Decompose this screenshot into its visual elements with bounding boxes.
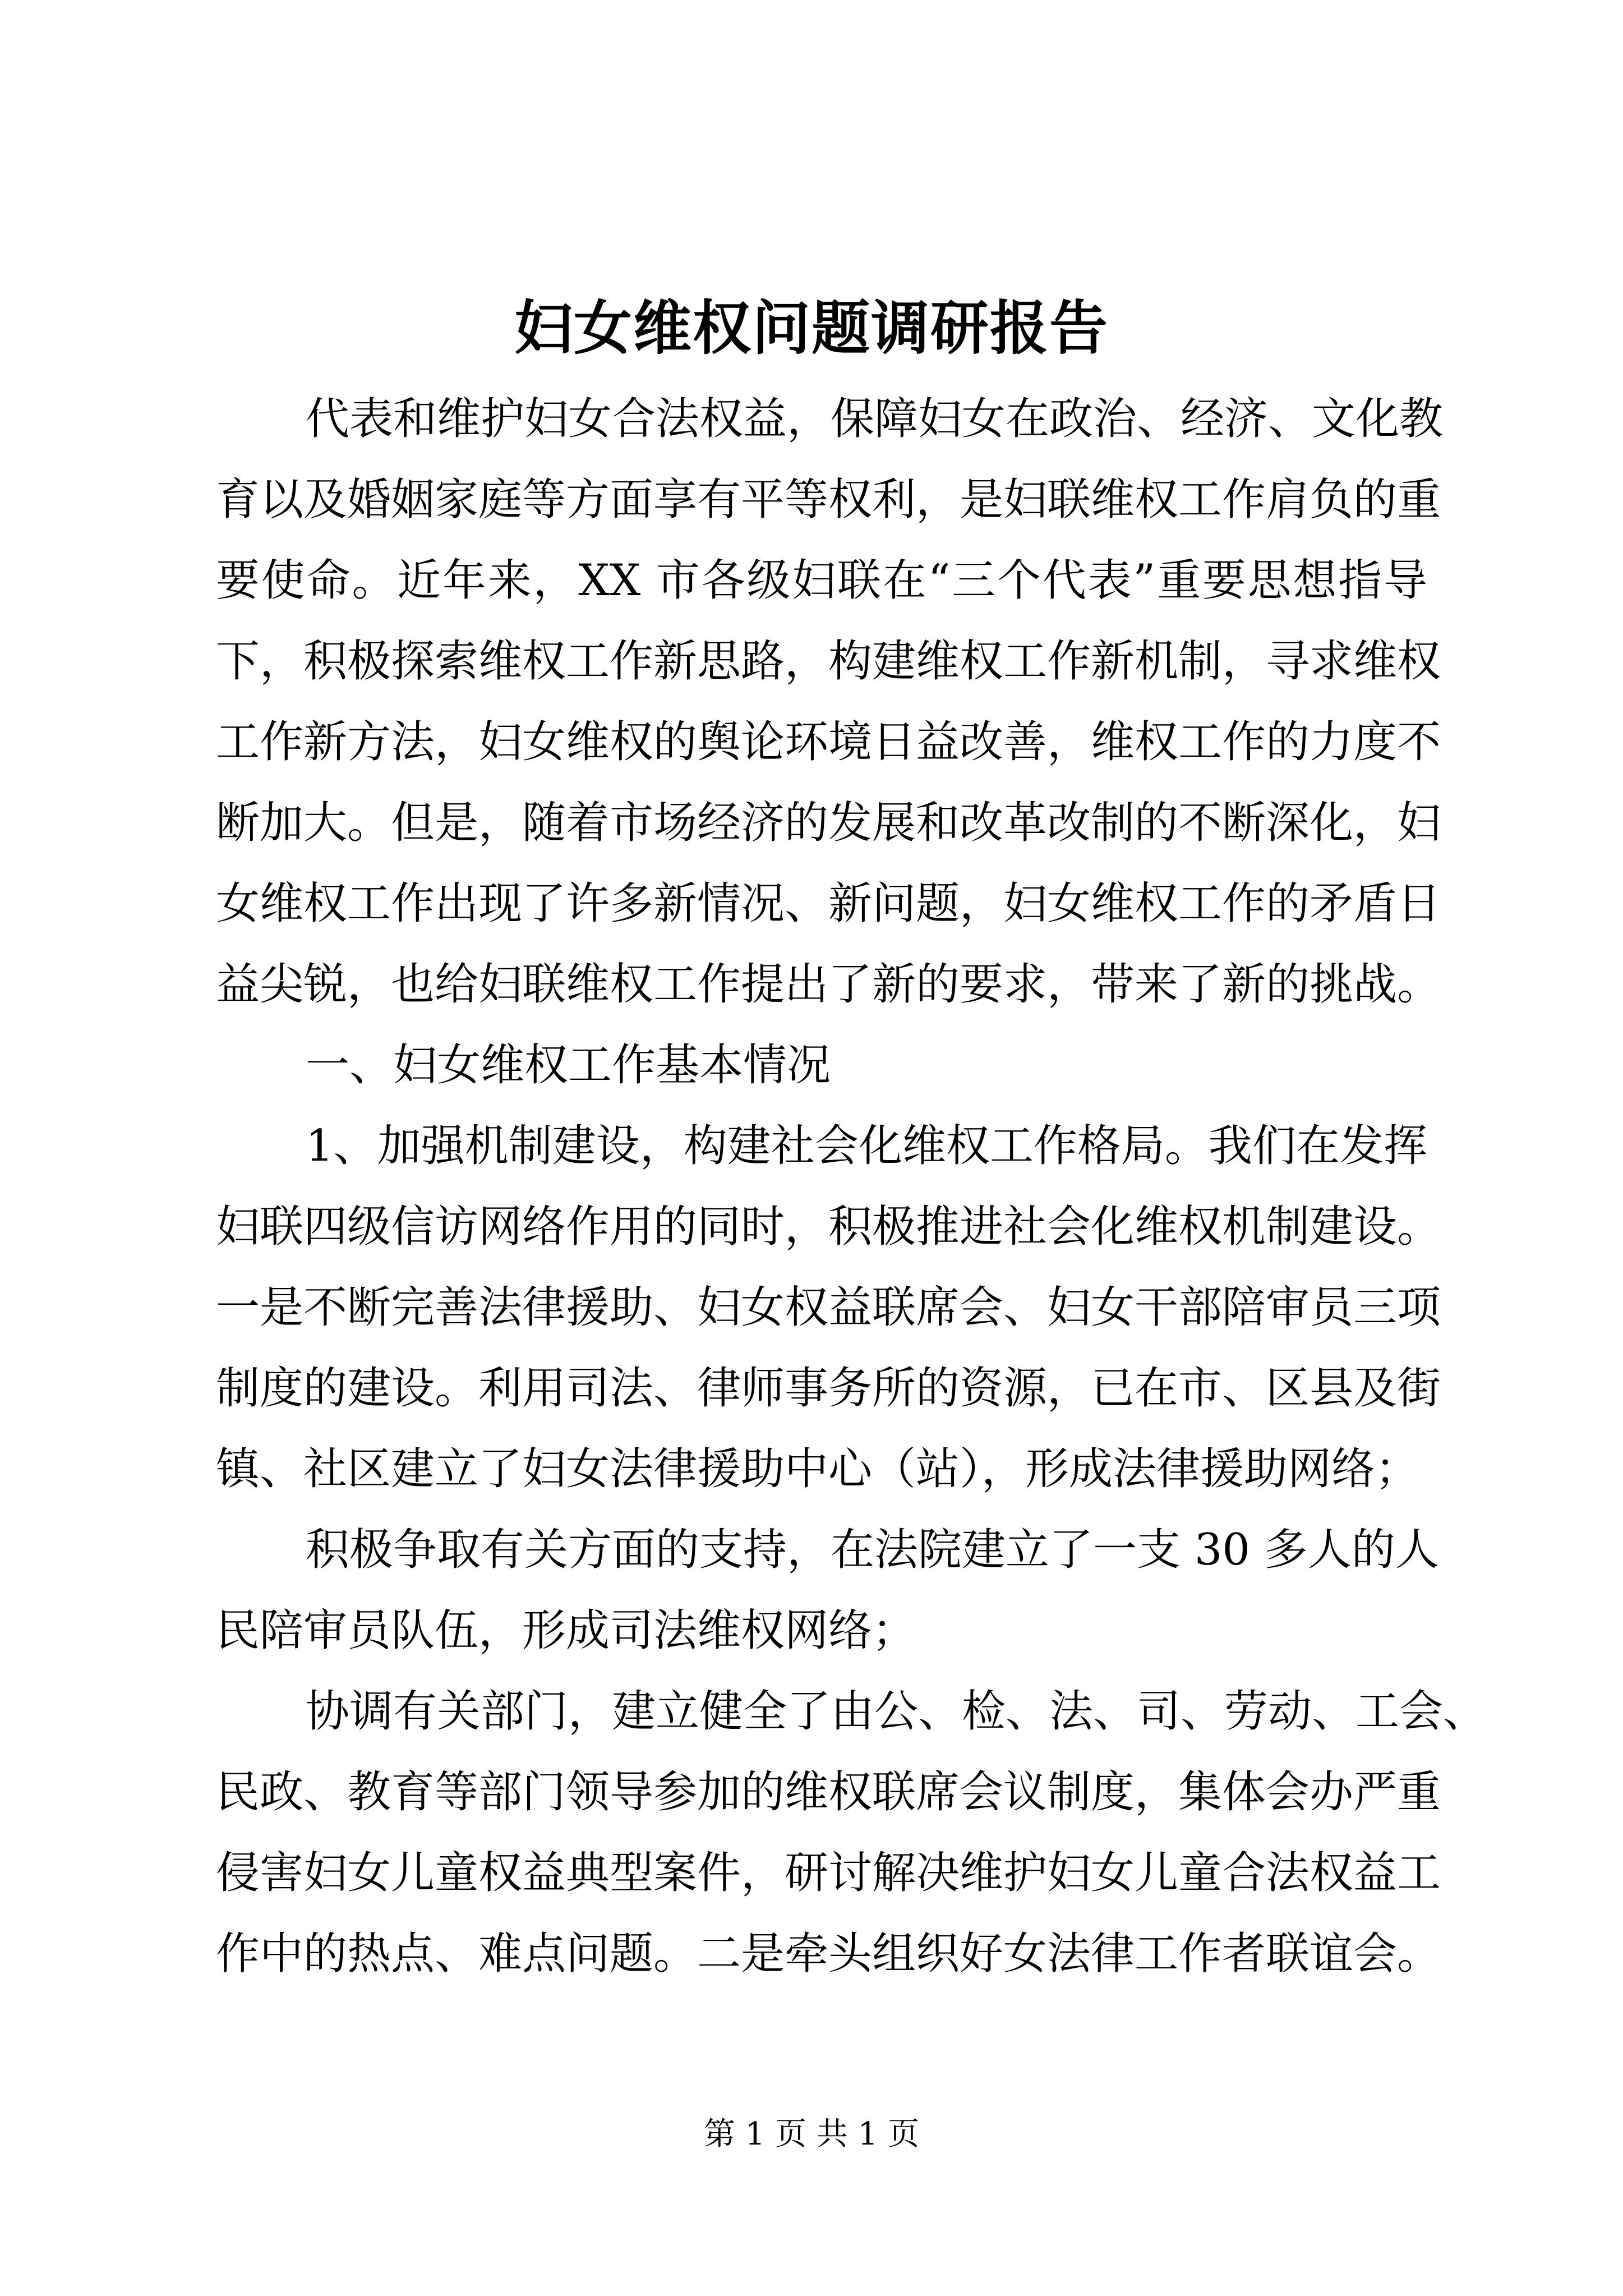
paragraph-line: 民陪审员队伍，形成司法维权网络； bbox=[216, 1605, 916, 1656]
paragraph-line: 女维权工作出现了许多新情况、新问题，妇女维权工作的矛盾日 bbox=[216, 878, 1441, 929]
paragraph-line: 要使命。近年来，XX 市各级妇联在“三个代表”重要思想指导 bbox=[216, 555, 1427, 606]
paragraph-line: 断加大。但是，随着市场经济的发展和改革改制的不断深化，妇 bbox=[216, 798, 1441, 848]
paragraph-line: 制度的建设。利用司法、律师事务所的资源，已在市、区县及街 bbox=[216, 1363, 1441, 1414]
paragraph-line: 育以及婚姻家庭等方面享有平等权利，是妇联维权工作肩负的重 bbox=[216, 475, 1441, 525]
paragraph-line: 1、加强机制建设，构建社会化维权工作格局。我们在发挥 bbox=[306, 1121, 1427, 1171]
paragraph-line: 一是不断完善法律援助、妇女权益联席会、妇女干部陪审员三项 bbox=[216, 1282, 1441, 1333]
paragraph-line: 积极争取有关方面的支持，在法院建立了一支 30 多人的人 bbox=[306, 1525, 1439, 1575]
paragraph-line: 代表和维护妇女合法权益，保障妇女在政治、经济、文化教 bbox=[306, 394, 1444, 444]
paragraph-line: 妇联四级信访网络作用的同时，积极推进社会化维权机制建设。 bbox=[216, 1202, 1441, 1252]
paragraph-line: 作中的热点、难点问题。二是牵头组织好女法律工作者联谊会。 bbox=[216, 1929, 1441, 1979]
paragraph-line: 下，积极探索维权工作新思路，构建维权工作新机制，寻求维权 bbox=[216, 636, 1441, 687]
paragraph-line: 镇、社区建立了妇女法律援助中心（站），形成法律援助网络； bbox=[216, 1444, 1419, 1494]
paragraph-line: 民政、教育等部门领导参加的维权联席会议制度，集体会办严重 bbox=[216, 1767, 1441, 1818]
document-body bbox=[216, 379, 1487, 1994]
paragraph-line: 工作新方法，妇女维权的舆论环境日益改善，维权工作的力度不 bbox=[216, 717, 1441, 767]
section-heading: 一、妇女维权工作基本情况 bbox=[306, 1040, 831, 1091]
page-footer: 第 1 页 共 1 页 bbox=[703, 2116, 920, 2152]
paragraph-line: 协调有关部门，建立健全了由公、检、法、司、劳动、工会、 bbox=[306, 1686, 1487, 1737]
paragraph-line: 益尖锐，也给妇联维权工作提出了新的要求，带来了新的挑战。 bbox=[216, 959, 1441, 1010]
paragraph-line: 侵害妇女儿童权益典型案件，研讨解决维护妇女儿童合法权益工 bbox=[216, 1848, 1441, 1898]
document-title: 妇女维权问题调研报告 bbox=[514, 293, 1109, 362]
